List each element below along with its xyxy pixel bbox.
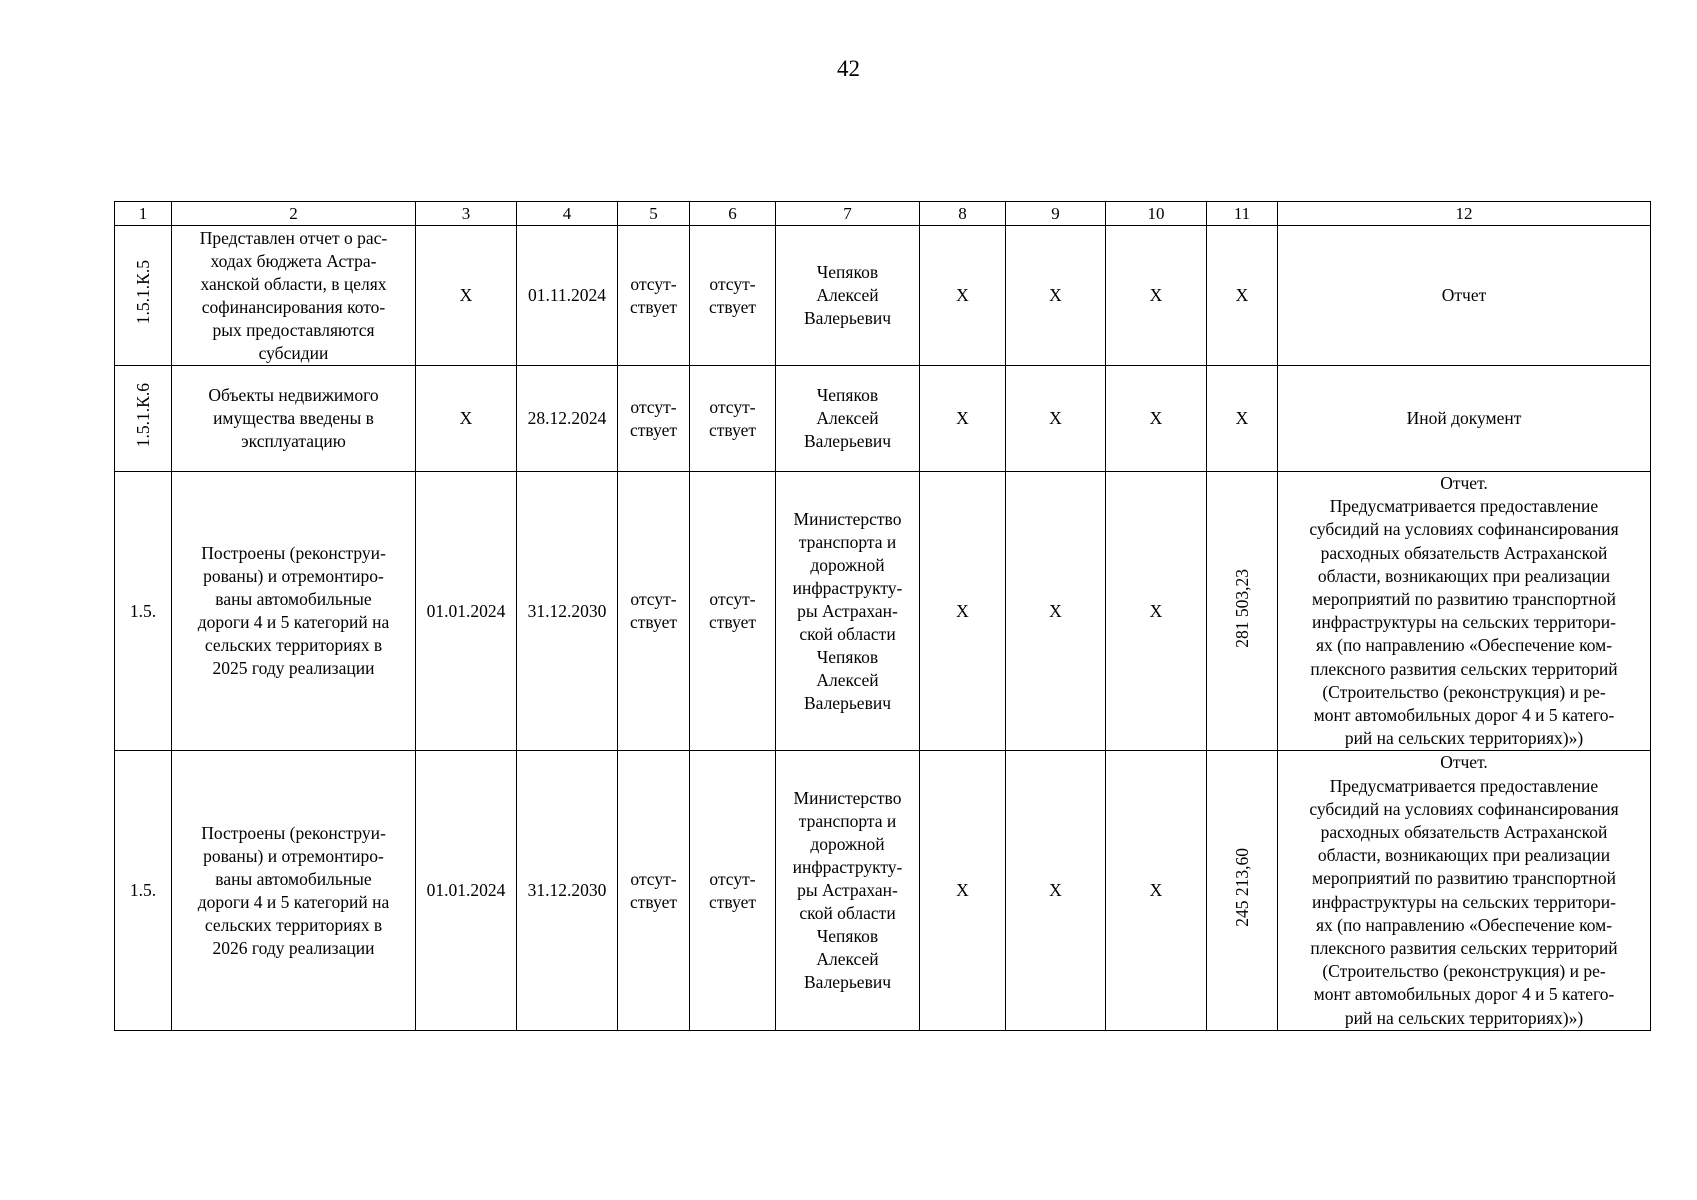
cell-8: Х xyxy=(920,751,1006,1030)
result-name: Построены (реконструи- рованы) и отремонтиро- ваны автомобильные дороги 4 и 5 категорий на сельских территориях в 2025 году реализации xyxy=(172,472,416,751)
table-row xyxy=(115,472,1651,751)
header-cell: 12 xyxy=(1278,202,1651,226)
header-cell: 7 xyxy=(776,202,920,226)
cell-5: отсут- ствует xyxy=(618,751,690,1030)
cell-5: отсут- ствует xyxy=(618,226,690,366)
header-cell: 5 xyxy=(618,202,690,226)
amount-cell xyxy=(1207,472,1278,751)
cell-10: Х xyxy=(1106,226,1207,366)
header-cell: 2 xyxy=(172,202,416,226)
page-number: 42 xyxy=(837,56,860,81)
cell-9: Х xyxy=(1006,472,1106,751)
table-row xyxy=(115,366,1651,472)
plan-table xyxy=(114,201,1651,1031)
cell-3: Х xyxy=(416,226,517,366)
header-cell: 10 xyxy=(1106,202,1207,226)
cell-10: Х xyxy=(1106,366,1207,472)
cell-6: отсут- ствует xyxy=(690,472,776,751)
header-cell: 3 xyxy=(416,202,517,226)
cell-9: Х xyxy=(1006,366,1106,472)
header-row xyxy=(115,202,1651,226)
responsible-person: Министерство транспорта и дорожной инфраструкту- ры Астрахан- ской области Чепяков Алексей Валерьевич xyxy=(776,472,920,751)
cell-8: Х xyxy=(920,226,1006,366)
table-row xyxy=(115,751,1651,1030)
result-name: Представлен отчет о рас- ходах бюджета Астра- ханской области, в целях софинансирования кото- рых предоставляются субсидии xyxy=(172,226,416,366)
row-code: 1.5. xyxy=(115,472,172,751)
cell-5: отсут- ствует xyxy=(618,472,690,751)
document-type: Отчет xyxy=(1278,226,1651,366)
header-cell: 9 xyxy=(1006,202,1106,226)
cell-3: Х xyxy=(416,366,517,472)
header-cell: 11 xyxy=(1207,202,1278,226)
header-cell: 4 xyxy=(517,202,618,226)
end-date: 31.12.2030 xyxy=(517,472,618,751)
start-date: 01.01.2024 xyxy=(416,472,517,751)
amount: 281 503,23 xyxy=(1231,568,1252,648)
cell-4: 01.11.2024 xyxy=(517,226,618,366)
cell-6: отсут- ствует xyxy=(690,226,776,366)
cell-11: Х xyxy=(1207,226,1278,366)
cell-8: Х xyxy=(920,472,1006,751)
responsible-person: Чепяков Алексей Валерьевич xyxy=(776,366,920,472)
row-code: 1.5. xyxy=(115,751,172,1030)
cell-10: Х xyxy=(1106,472,1207,751)
amount-cell xyxy=(1207,751,1278,1030)
responsible-person: Чепяков Алексей Валерьевич xyxy=(776,226,920,366)
cell-9: Х xyxy=(1006,751,1106,1030)
end-date: 31.12.2030 xyxy=(517,751,618,1030)
table-row xyxy=(115,226,1651,366)
cell-5: отсут- ствует xyxy=(618,366,690,472)
start-date: 01.01.2024 xyxy=(416,751,517,1030)
cell-11: Х xyxy=(1207,366,1278,472)
document-type: Иной документ xyxy=(1278,366,1651,472)
cell-10: Х xyxy=(1106,751,1207,1030)
cell-6: отсут- ствует xyxy=(690,751,776,1030)
result-name: Объекты недвижимого имущества введены в эксплуатацию xyxy=(172,366,416,472)
cell-8: Х xyxy=(920,366,1006,472)
responsible-person: Министерство транспорта и дорожной инфраструкту- ры Астрахан- ской области Чепяков Алексей Валерьевич xyxy=(776,751,920,1030)
row-code-cell xyxy=(115,226,172,366)
row-code: 1.5.1.К.5 xyxy=(132,260,153,325)
header-cell: 1 xyxy=(115,202,172,226)
header-cell: 8 xyxy=(920,202,1006,226)
document-note: Отчет. Предусматривается предоставление субсидий на условиях софинансирования расходных обязательств Астраханской области, возникающих при реализации мероприятий по развитию транспортной инфраструктуры на сельских территори- ях (по направлению «Обеспечение ком- плексного развития сельских территорий (Строительство (реконструкция) и ре- монт автомобильных дорог 4 и 5 катего- рий на сельских территориях)») xyxy=(1278,472,1651,751)
amount: 245 213,60 xyxy=(1231,848,1252,928)
row-code-cell xyxy=(115,366,172,472)
result-name: Построены (реконструи- рованы) и отремонтиро- ваны автомобильные дороги 4 и 5 категорий на сельских территориях в 2026 году реализации xyxy=(172,751,416,1030)
header-cell: 6 xyxy=(690,202,776,226)
cell-9: Х xyxy=(1006,226,1106,366)
row-code: 1.5.1.К.6 xyxy=(132,383,153,448)
cell-6: отсут- ствует xyxy=(690,366,776,472)
document-note: Отчет. Предусматривается предоставление субсидий на условиях софинансирования расходных обязательств Астраханской области, возникающих при реализации мероприятий по развитию транспортной инфраструктуры на сельских территори- ях (по направлению «Обеспечение ком- плексного развития сельских территорий (Строительство (реконструкция) и ре- монт автомобильных дорог 4 и 5 катего- рий на сельских территориях)») xyxy=(1278,751,1651,1030)
cell-4: 28.12.2024 xyxy=(517,366,618,472)
